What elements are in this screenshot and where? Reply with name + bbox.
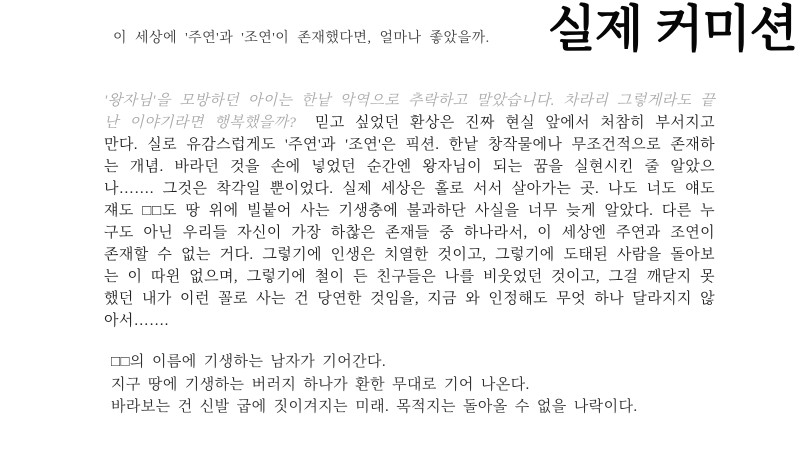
outro-line-1: □□의 이름에 기생하는 남자가 기어간다. xyxy=(111,354,387,370)
outro-block xyxy=(111,351,638,419)
outro-line-2: 지구 땅에 기생하는 버러지 하나가 환한 무대로 기어 나온다. xyxy=(111,376,530,393)
quote-italic-text: '왕자님'을 모방하던 아이는 한낱 악역으로 추락하고 말았습니다. 차라리 그렇게라도 끝난 이야기라면 행복했을까? xyxy=(104,93,715,131)
paragraph-body-text: 믿고 싶었던 환상은 진짜 현실 앞에서 처참히 부서지고 만다. 실로 유감스럽게도 '주연'과 '조연'은 픽션. 한낱 창작물에나 무조건적으로 존재하는 개념. 바라던 것을 손에 넣었던 순간엔 왕자님이 되는 꿈을 실현시킨 줄 알았으나……. 그것은 착각일 뿐이었다. 실제 세상은 홀로 서서 살아가는 곳. 나도 너도 얘도 쟤도 □□도 땅 위에 빌붙어 사는 기생충에 불과하단 사실을 너무 늦게 알았다. 다른 누구도 아닌 우리들 자신이 가장 하찮은 존재들 중 하나라서, 이 세상엔 주연과 조연이 존재할 수 없는 거다. 그렇기에 인생은 치열한 것이고, 그렇기에 도태된 사람을 돌아보는 이 따윈 없으며, 그렇기에 철이 든 친구들은 나를 비웃었던 것이고, 그걸 깨닫지 못했던 내가 이런 꼴로 사는 건 당연한 것임을, 지금 와 인정해도 무엇 하나 달라지지 않아서……. xyxy=(104,115,715,329)
intro-line: 이 세상에 '주연'과 '조연'이 존재했다면, 얼마나 좋았을까. xyxy=(113,31,490,46)
outro-line-3: 바라보는 건 신발 굽에 짓이겨지는 미래. 목적지는 돌아올 수 없을 나락이다. xyxy=(111,399,638,415)
main-paragraph xyxy=(104,90,715,332)
page-title: 실제 커미션 xyxy=(547,1,797,57)
